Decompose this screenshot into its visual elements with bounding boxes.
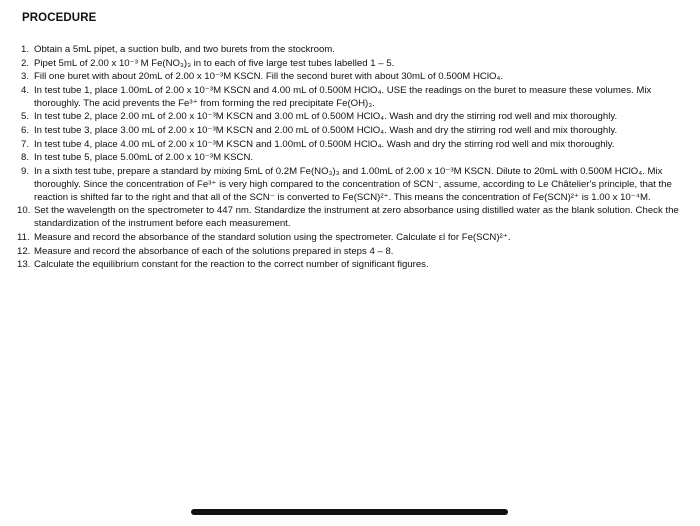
step-text: In test tube 3, place 3.00 mL of 2.00 x 10⁻³M KSCN and 2.00 mL of 0.500M HClO₄. Wash and dry the stirring rod well and mix thoroughly.: [34, 124, 618, 136]
step-text: Set the wavelength on the spectrometer to 447 nm. Standardize the instrument at zero absorbance using distilled water as the blank solution. Check the standardization of the instrument before each measurement.: [34, 205, 679, 230]
procedure-step-3: [21, 70, 681, 83]
procedure-step-6: [21, 124, 681, 137]
procedure-step-1: [21, 43, 681, 56]
step-text: In test tube 4, place 4.00 mL of 2.00 x 10⁻³M KSCN and 1.00mL of 0.500M HClO₄. Wash and dry the stirring rod well and mix thoroughly.: [34, 138, 615, 150]
step-number: 3.: [21, 71, 30, 83]
step-number: 8.: [21, 152, 30, 164]
procedure-step-9: [21, 165, 681, 204]
step-text: Fill one buret with about 20mL of 2.00 x 10⁻³M KSCN. Fill the second buret with about 30mL of 0.500M HClO₄.: [34, 71, 503, 83]
procedure-step-10: [17, 204, 681, 230]
home-indicator-bar[interactable]: [191, 509, 508, 515]
step-number: 10.: [17, 205, 31, 217]
procedure-step-7: [21, 138, 681, 151]
procedure-heading: PROCEDURE: [22, 12, 97, 24]
step-text: In test tube 1, place 1.00mL of 2.00 x 10⁻³M KSCN and 4.00 mL of 0.500M HClO₄. USE the readings on the buret to measure these volumes. Mix thoroughly. The acid prevents the Fe³⁺ from forming the red precipitate Fe(OH)₃.: [34, 84, 652, 109]
procedure-step-2: [21, 57, 681, 70]
step-number: 7.: [21, 138, 30, 150]
step-text: In test tube 5, place 5.00mL of 2.00 x 10⁻³M KSCN.: [34, 152, 254, 164]
procedure-step-4: [21, 84, 681, 110]
step-text: Measure and record the absorbance of the standard solution using the spectrometer. Calculate εl for Fe(SCN)²⁺.: [34, 231, 511, 243]
step-number: 4.: [21, 84, 30, 96]
step-number: 9.: [21, 165, 30, 177]
procedure-step-12: [17, 245, 681, 258]
step-number: 13.: [17, 259, 31, 271]
step-number: 1.: [21, 44, 30, 55]
step-text: Calculate the equilibrium constant for the reaction to the correct number of significant figures.: [34, 259, 429, 271]
step-number: 2.: [21, 57, 30, 69]
step-number: 6.: [21, 124, 30, 136]
procedure-step-13: [17, 258, 681, 271]
procedure-steps-list: [17, 43, 681, 272]
step-text: Obtain a 5mL pipet, a suction bulb, and two burets from the stockroom.: [34, 44, 335, 55]
step-text: In a sixth test tube, prepare a standard by mixing 5mL of 0.2M Fe(NO₃)₃ and 1.00mL of 2.00 x 10⁻³M KSCN. Dilute to 20mL with 0.500M HClO₄. Mix thoroughly. Since the concentration of Fe³⁺ is very high compared to the concentration of SCN⁻, assume, according to Le Châtelier's principle, that the reaction is shifted far to the right and that all of the SCN⁻ is converted to Fe(SCN)²⁺. This means the concentration of Fe(SCN)²⁺ is 1.00 x 10⁻⁴M.: [34, 165, 672, 203]
step-text: Pipet 5mL of 2.00 x 10⁻³ M Fe(NO₃)₃ in to each of five large test tubes labelled 1 – 5.: [34, 57, 395, 69]
step-number: 11.: [17, 231, 30, 243]
step-number: 12.: [17, 245, 31, 257]
step-text: In test tube 2, place 2.00 mL of 2.00 x 10⁻³M KSCN and 3.00 mL of 0.500M HClO₄. Wash and dry the stirring rod well and mix thoroughly.: [34, 111, 618, 123]
procedure-step-5: [21, 110, 681, 123]
procedure-step-8: [21, 151, 681, 164]
procedure-step-11: [17, 231, 681, 244]
step-text: Measure and record the absorbance of each of the solutions prepared in steps 4 – 8.: [34, 245, 394, 257]
step-number: 5.: [21, 111, 30, 123]
